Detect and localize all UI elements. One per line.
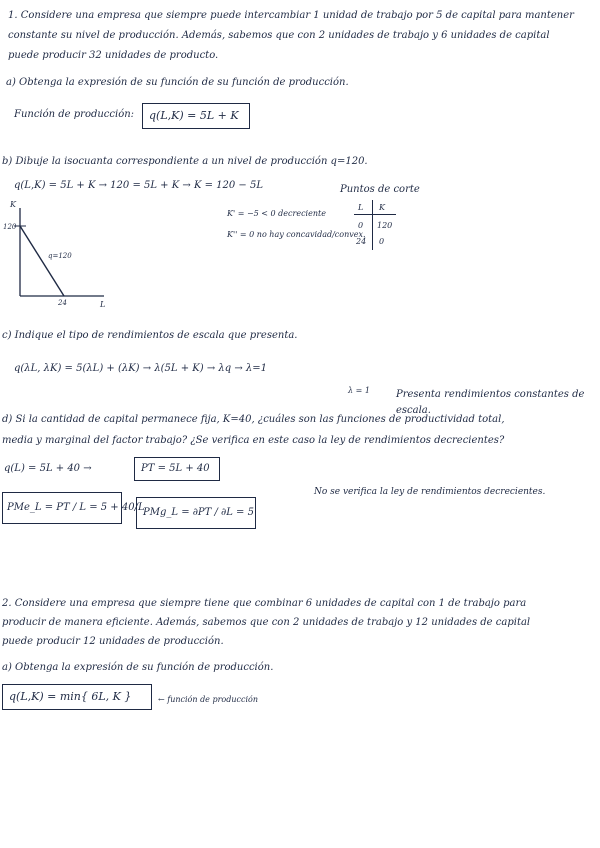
ex1-d-pme-box — [2, 492, 145, 524]
ex2-a-label: a) Obtenga la expresión de su función de producción. — [2, 662, 274, 673]
ex1-c-equation: q(λL, λK) = 5(λL) + (λK) → λ(5L + K) → λq → λ=1 — [14, 363, 267, 374]
first-derivative: K' = −5 < 0 decreciente — [227, 209, 326, 218]
cut-row-1-L: 0 — [358, 221, 364, 230]
cut-row-2-L: 24 — [356, 237, 367, 246]
second-derivative: K'' = 0 no hay concavidad/convex. — [227, 230, 366, 239]
ex1-title-line-1: 1. Considere una empresa que siempre puede intercambiar 1 unidad de trabajo por 5 de capital para mantener — [8, 10, 574, 21]
ex1-d-equation: q(L) = 5L + 40 → — [4, 463, 92, 474]
graph-y-tick: 120 — [3, 223, 17, 231]
ex1-b-label: b) Dibuje la isocuanta correspondiente a un nivel de producción q=120. — [2, 156, 368, 167]
ex1-b-equation: q(L,K) = 5L + K → 120 = 5L + K → K = 120 − 5L — [14, 180, 263, 191]
ex1-d-pmg: PMg_L = ∂PT / ∂L = 5 — [143, 507, 254, 518]
ex2-title-line-3: puede producir 12 unidades de producción. — [2, 636, 224, 647]
graph-curve-label: q=120 — [48, 252, 72, 260]
graph-x-tick: 24 — [58, 299, 67, 307]
graph-x-label: L — [100, 300, 106, 309]
ex1-d-pmg-box — [136, 497, 256, 529]
cut-points-title: Puntos de corte — [340, 184, 420, 195]
ex1-a-formula: q(L,K) = 5L + K — [149, 109, 239, 122]
cut-head-K: K — [379, 203, 385, 212]
ex1-d-answer: No se verifica la ley de rendimientos decrecientes. — [314, 487, 546, 497]
ex1-d-label-line-2: media y marginal del factor trabajo? ¿Se verifica en este caso la ley de rendimientos decrecientes? — [2, 435, 505, 446]
ex2-a-formula: q(L,K) = min{ 6L, K } — [9, 690, 132, 703]
ex1-c-label: c) Indique el tipo de rendimientos de escala que presenta. — [2, 330, 298, 341]
cut-row-1-K: 120 — [377, 221, 393, 230]
ex1-c-answer-line-1: Presenta rendimientos constantes de — [396, 389, 585, 400]
ex1-c-lambda: λ = 1 — [348, 386, 370, 395]
ex1-d-pme: PMe_L = PT / L = 5 + 40/L — [7, 502, 145, 513]
ex1-d-pt: PT = 5L + 40 — [141, 463, 210, 474]
ex1-a-label: a) Obtenga la expresión de su función de su función de producción. — [6, 77, 349, 88]
ex1-a-prefix: Función de producción: — [14, 109, 135, 120]
cut-row-2-K: 0 — [379, 237, 385, 246]
ex1-d-label-line-1: d) Si la cantidad de capital permanece fija, K=40, ¿cuáles son las funciones de productividad total, — [2, 414, 505, 425]
ex1-c-answer-line-2: escala. — [396, 405, 431, 416]
ex2-a-formula-box — [2, 684, 152, 710]
ex1-title-line-3: puede producir 32 unidades de producto. — [8, 50, 219, 61]
ex2-title-line-1: 2. Considere una empresa que siempre tiene que combinar 6 unidades de capital con 1 de trabajo para — [2, 598, 527, 609]
ex2-a-note: ← función de producción — [158, 695, 258, 704]
cut-head-L: L — [358, 203, 364, 212]
graph-y-label: K — [10, 200, 16, 209]
ex1-title-line-2: constante su nivel de producción. Además, sabemos que con 2 unidades de trabajo y 6 unidades de capital — [8, 30, 550, 41]
ex2-title-line-2: producir de manera eficiente. Además, sabemos que con 2 unidades de trabajo y 12 unidades de capital — [2, 617, 531, 628]
ex1-d-pt-box — [134, 457, 220, 481]
